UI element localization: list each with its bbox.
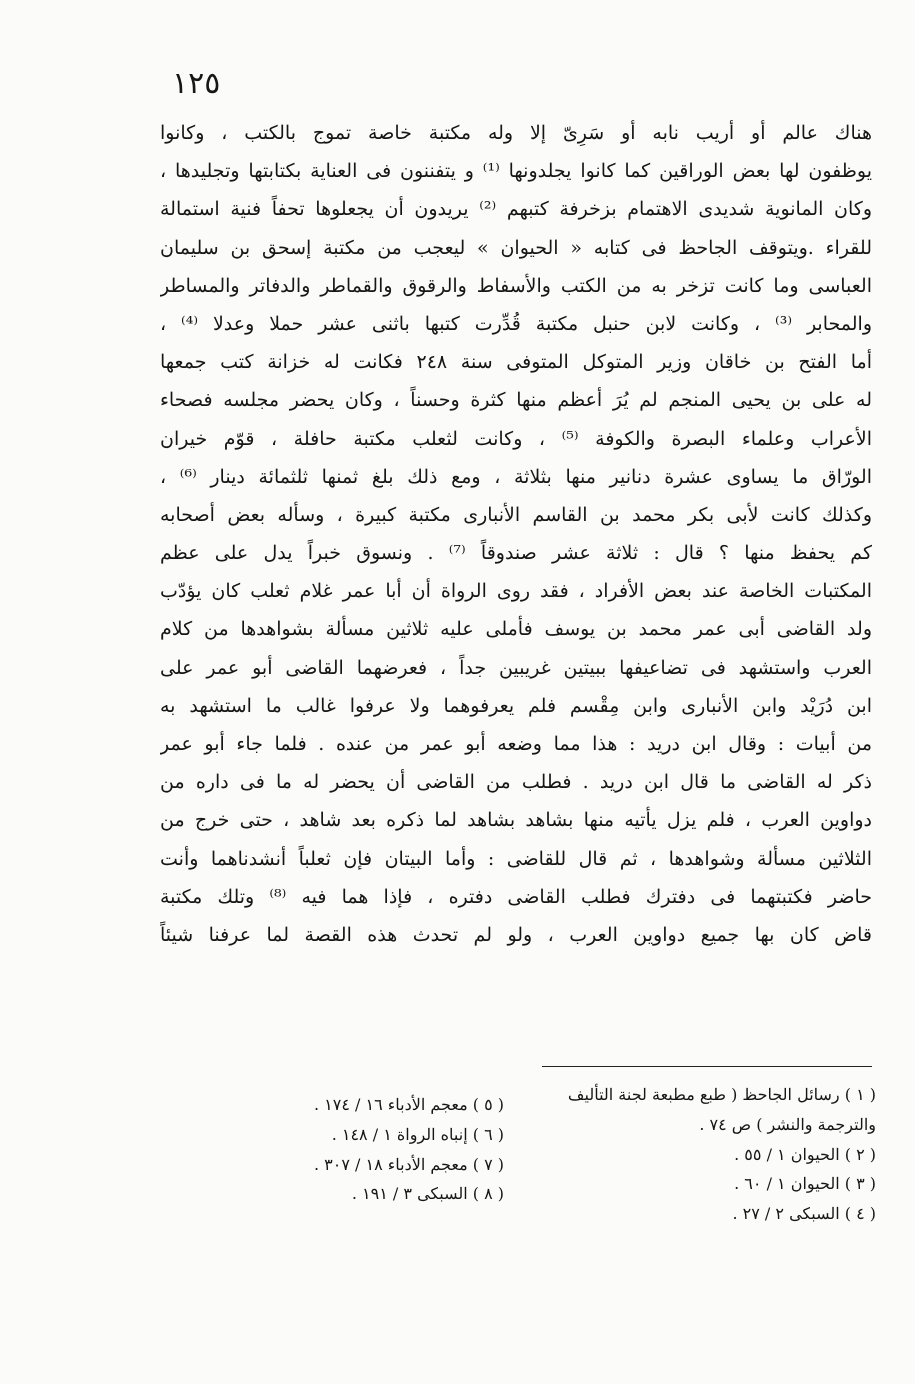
text-line: الأعراب وعلماء البصرة والكوفة ⁽⁵⁾ ، وكانت لثعلب مكتبة حافلة ، قوّم خيران xyxy=(160,427,872,450)
text-line: ابن دُرَيْد وابن الأنبارى وابن مِقْسم فلم يعرفوهما ولا عرفوا غالب ما استشهد به xyxy=(160,694,872,717)
footnote-item: ( ١ ) رسائل الجاحظ ( طبع مطبعة لجنة التأليف xyxy=(567,1085,876,1104)
text-line: كم يحفظ منها ؟ قال : ثلاثة عشر صندوقاً ⁽⁷⁾ . ونسوق خبراً يدل على عظم xyxy=(160,542,872,565)
text-line: له على بن يحيى المنجم لم يُرَ أعظم منها كثرة وحسناً ، وكان يحضر مجلسه فصحاء xyxy=(160,389,872,412)
footnote-item: ( ٤ ) السبكى ٢ / ٢٧ . xyxy=(732,1204,876,1224)
footnote-item: ( ٧ ) معجم الأدباء ١٨ / ٣٠٧ . xyxy=(313,1154,504,1174)
text-line: حاضر فكتبتهما فى دفترك فطلب القاضى دفتره ، فإذا هما فيه ⁽⁸⁾ وتلك مكتبة xyxy=(160,885,872,908)
text-line: الورّاق ما يساوى عشرة دنانير منها بثلاثة ، ومع ذلك بلغ ثمنها ثلثمائة دينار ⁽⁶⁾ ، xyxy=(160,465,872,488)
text-line: يوظفون لها بعض الوراقين كما كانوا يجلدونها ⁽¹⁾ و يتفننون فى العناية بكتابتها وتجليدها ، xyxy=(160,160,872,183)
text-line: الثلاثين مسألة وشواهدها ، ثم قال للقاضى : وأما البيتان فإن ثعلباً أنشدناهما وأنت xyxy=(160,847,872,870)
page-number: ١٢٥ xyxy=(172,66,221,101)
text-line: وكذلك كانت لأبى بكر محمد بن القاسم الأنبارى مكتبة كبيرة ، وسأله بعض أصحابه xyxy=(160,503,872,526)
text-line: هناك عالم أو أريب نابه أو سَرِىّ إلا وله مكتبة خاصة تموج بالكتب ، وكانوا xyxy=(160,122,872,144)
footnote-item: ( ٢ ) الحيوان ١ / ٥٥ . xyxy=(734,1144,876,1164)
footnote-item: والترجمة والنشر ) ص ٧٤ . xyxy=(699,1114,876,1134)
footnote-item: ( ٣ ) الحيوان ١ / ٦٠ . xyxy=(734,1174,876,1194)
text-line: من أبيات : وقال ابن دريد : هذا مما وضعه أبو عمر من عنده . فلما جاء أبو عمر xyxy=(160,733,872,755)
text-line: ذكر له القاضى ما قال ابن دريد . فطلب من القاضى أن يحضر له ما فى داره من xyxy=(160,771,872,794)
text-line: العرب واستشهد فى تضاعيفها ببيتين غريبين جداً ، فعرضهما القاضى أبو عمر على xyxy=(160,656,872,679)
footnote-item: ( ٥ ) معجم الأدباء ١٦ / ١٧٤ . xyxy=(313,1095,504,1114)
footnote-item: ( ٦ ) إنباه الرواة ١ / ١٤٨ . xyxy=(331,1124,504,1144)
footnote-divider xyxy=(542,1066,872,1067)
text-line: وكان المانوية شديدى الاهتمام بزخرفة كتبهم ⁽²⁾ يريدون أن يجعلوها تحفاً فنية استمالة xyxy=(160,198,872,221)
footnote-item: ( ٨ ) السبكى ٣ / ١٩١ . xyxy=(351,1184,504,1204)
body-text xyxy=(160,114,872,954)
text-line: والمحابر ⁽³⁾ ، وكانت لابن حنبل مكتبة قُدِّرت كتبها باثنى عشر حملا وعدلا ⁽⁴⁾ ، xyxy=(160,312,872,335)
text-line: دواوين العرب ، فلم يزل يأتيه منها بشاهد بشاهد لما ذكره بعد شاهد ، حتى خرج من xyxy=(160,809,872,832)
text-line: المكتبات الخاصة عند بعض الأفراد ، فقد روى الرواة أن أبا عمر غلام ثعلب كان يؤدّب xyxy=(160,580,872,603)
text-line: قاض كان بها جميع دواوين العرب ، ولو لم تحدث هذه القصة لما عرفنا شيئاً xyxy=(160,923,872,946)
text-line: العباسى وما كانت تزخر به من الكتب والأسفاط والرقوق والقماطر والدفاتر والمساطر xyxy=(160,274,872,297)
footnotes-column-right xyxy=(532,1080,876,1229)
text-line: للقراء .ويتوقف الجاحظ فى كتابه « الحيوان » ليعجب من مكتبة إسحق بن سليمان xyxy=(160,236,872,259)
text-line: ولد القاضى أبى عمر محمد بن يوسف فأملى عليه ثلاثين مسألة بشواهدها من كلام xyxy=(160,618,872,641)
footnotes-column-left xyxy=(272,1090,504,1209)
text-line: أما الفتح بن خاقان وزير المتوكل المتوفى سنة ٢٤٨ فكانت له خزانة كتب جمعها xyxy=(160,351,872,374)
